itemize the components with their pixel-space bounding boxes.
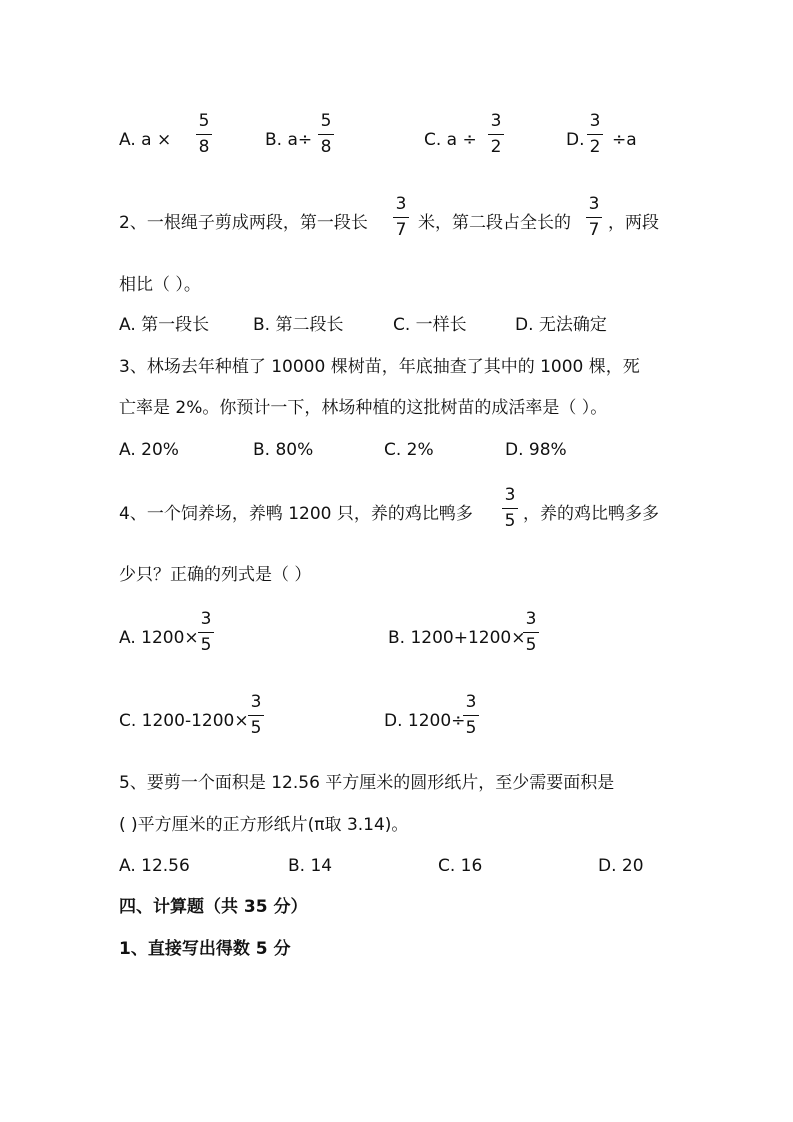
- q5-text-line1: 5、要剪一个面积是 12.56 平方厘米的圆形纸片，至少需要面积是: [119, 773, 615, 793]
- q2-text-3: ，两段: [608, 213, 659, 233]
- q2-option-d: D. 无法确定: [515, 315, 607, 335]
- q2-option-a: A. 第一段长: [119, 315, 210, 335]
- q2-text-2: 米，第二段占全长的: [418, 213, 571, 233]
- q4-option-c-fraction: 3 5: [245, 694, 267, 738]
- q2-fraction-1: 3 7: [390, 196, 412, 240]
- q1-option-a-text: A. a ×: [119, 130, 172, 150]
- q1-option-d-text: D.: [566, 130, 585, 150]
- q4-option-b-text: B. 1200+1200×: [388, 628, 526, 648]
- q4-text-line2: 少只？正确的列式是（ ）: [119, 565, 312, 585]
- q3-option-a: A. 20%: [119, 440, 179, 460]
- q2-option-b: B. 第二段长: [253, 315, 344, 335]
- q4-fraction-1: 3 5: [499, 487, 521, 531]
- q1-option-c-fraction: 3 2: [485, 113, 507, 157]
- q2-text-line2: 相比（ ）。: [119, 275, 201, 295]
- q3-option-d: D. 98%: [505, 440, 567, 460]
- q5-option-a: A. 12.56: [119, 856, 190, 876]
- q5-text-line2: ( )平方厘米的正方形纸片(π取 3.14)。: [119, 815, 409, 835]
- q4-text-2: ，养的鸡比鸭多多: [523, 504, 659, 524]
- q4-option-a-text: A. 1200×: [119, 628, 199, 648]
- q5-option-c: C. 16: [438, 856, 483, 876]
- q1-option-a-fraction: 5 8: [193, 113, 215, 157]
- q2-option-c: C. 一样长: [393, 315, 467, 335]
- q5-option-b: B. 14: [288, 856, 333, 876]
- q4-option-c-text: C. 1200-1200×: [119, 711, 249, 731]
- q1-option-d-fraction: 3 2: [584, 113, 606, 157]
- q4-option-d-fraction: 3 5: [460, 694, 482, 738]
- q1-option-d-suffix: ÷a: [612, 130, 637, 150]
- q2-fraction-2: 3 7: [583, 196, 605, 240]
- q3-option-c: C. 2%: [384, 440, 434, 460]
- q3-text-line1: 3、林场去年种植了 10000 棵树苗，年底抽查了其中的 1000 棵，死: [119, 357, 640, 377]
- q4-text-1: 4、一个饲养场，养鸭 1200 只，养的鸡比鸭多: [119, 504, 473, 524]
- q2-text-1: 2、一根绳子剪成两段，第一段长: [119, 213, 368, 233]
- q3-option-b: B. 80%: [253, 440, 314, 460]
- section-4-subtitle: 1、直接写出得数 5 分: [119, 939, 291, 959]
- q1-option-c-text: C. a ÷: [424, 130, 477, 150]
- q1-option-b-text: B. a÷: [265, 130, 313, 150]
- q4-option-b-fraction: 3 5: [520, 611, 542, 655]
- section-4-title: 四、计算题（共 35 分）: [119, 897, 308, 917]
- q1-option-b-fraction: 5 8: [315, 113, 337, 157]
- q5-option-d: D. 20: [598, 856, 644, 876]
- q4-option-d-text: D. 1200÷: [384, 711, 466, 731]
- q4-option-a-fraction: 3 5: [195, 611, 217, 655]
- q3-text-line2: 亡率是 2%。你预计一下，林场种植的这批树苗的成活率是（ ）。: [119, 398, 608, 418]
